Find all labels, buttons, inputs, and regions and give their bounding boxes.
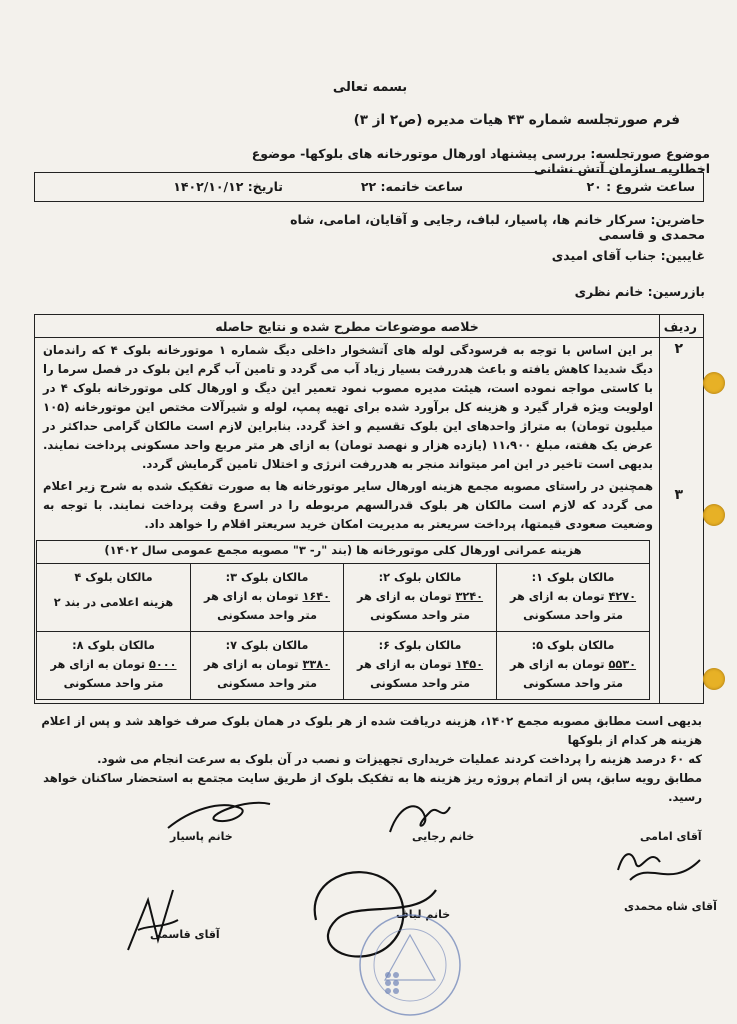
block-unit-tail: متر واحد مسکونی (523, 609, 623, 622)
block-cost-cell (343, 632, 496, 700)
block-owner: مالکان بلوک ۷: (225, 638, 309, 652)
cost-grid (37, 563, 649, 699)
block-cost-cell (496, 564, 649, 632)
block-amount: ۳۳۸۰ (302, 657, 331, 671)
block-unit-tail: متر واحد مسکونی (217, 676, 317, 690)
basmala: بسمه تعالی (332, 80, 408, 95)
binder-hole (703, 504, 725, 526)
block-cost-cell (37, 564, 190, 632)
present-members: حاضرین: سرکار خانم ها، پاسیار، لباف، رجایی و آقایان، امامی، شاه محمدی و قاسمی (290, 212, 705, 242)
block-amount: ۵۰۰۰ (148, 657, 177, 671)
block-amount: ۱۶۴۰ (302, 590, 331, 603)
signature-label-shahmohammadi: آقای شاه محمدی (624, 900, 717, 913)
closing-note-line: مطابق رویه سابق، پس از اتمام پروژه ریز هزینه ها به تفکیک بلوک از طریق سایت مجتمع به استحضار ساکنان خواهد رسید. (43, 771, 702, 804)
block-owner: مالکان بلوک ۴ (74, 571, 153, 584)
inspectors: بازرسین: خانم نظری (574, 284, 705, 299)
signature-label-emami: آقای امامی (640, 830, 702, 843)
row-number: ۳ (674, 487, 683, 503)
block-unit: تومان به ازای هر (203, 590, 299, 603)
block-unit-tail: متر واحد مسکونی (370, 676, 470, 690)
closing-note-line: که ۶۰ درصد هزینه را پرداخت کردند عملیات خریداری تجهیزات و نصب در آن بلوک به سرعت انجام می شود. (97, 752, 702, 766)
page-title: فرم صورتجلسه شماره ۴۳ هیات مدیره (ص۲ از ۳) (353, 112, 680, 128)
cost-table-title: هزینه عمرانی اورهال کلی موتورخانه ها (بند "ر- ۳" مصوبه مجمع عمومی سال ۱۴۰۲) (104, 543, 582, 557)
block-unit-tail: متر واحد مسکونی (217, 609, 317, 622)
meeting-date: تاریخ: ۱۴۰۲/۱۰/۱۲ (173, 179, 283, 194)
column-divider (659, 315, 660, 703)
block-unit: تومان به ازای هر (50, 657, 146, 671)
binder-hole (703, 668, 725, 690)
block-unit: تومان به ازای هر (203, 657, 299, 671)
block-owner: مالکان بلوک ۲: (378, 571, 462, 584)
signature-label-pasyar: خانم پاسیار (170, 830, 233, 843)
block-unit: تومان به ازای هر (356, 590, 452, 603)
block-unit: هزینه اعلامی در بند ۲ (53, 596, 174, 609)
block-owner: مالکان بلوک ۱: (531, 571, 615, 584)
signature-label-labaf: خانم لباف (396, 908, 451, 921)
block-amount: ۴۲۷۰ (608, 590, 637, 603)
signature-rajaei (380, 792, 460, 842)
closing-note-line: بدیهی است مطابق مصوبه مجمع ۱۴۰۲، هزینه دریافت شده از هر بلوک در همان بلوک صرف خواهد شد و پس از اعلام هزینه هر کدام از بلوکها (41, 714, 702, 747)
closing-notes (38, 712, 702, 807)
signature-pasyar (160, 790, 280, 840)
block-amount: ۵۵۳۰ (608, 657, 637, 671)
block-owner: مالکان بلوک ۶: (378, 638, 462, 652)
signature-label-rajaei: خانم رجایی (412, 830, 475, 843)
board-seal-stamp (340, 905, 480, 1020)
row-number-header: ردیف (663, 319, 697, 334)
block-owner: مالکان بلوک ۸: (72, 638, 155, 652)
block-cost-cell (496, 632, 649, 700)
block-unit-tail: متر واحد مسکونی (523, 676, 623, 690)
header-divider (35, 337, 703, 338)
signature-shahmohammadi (620, 840, 710, 900)
block-unit-tail: متر واحد مسکونی (63, 676, 164, 690)
block-unit-tail: متر واحد مسکونی (370, 609, 470, 622)
block-cost-cell (343, 564, 496, 632)
start-time: ساعت شروع : ۲۰ (586, 179, 695, 194)
block-unit: تومان به ازای هر (356, 657, 452, 671)
binder-hole (703, 372, 725, 394)
block-owner: مالکان بلوک ۵: (531, 638, 615, 652)
row-number: ۲ (674, 341, 683, 357)
block-unit: تومان به ازای هر (509, 657, 605, 671)
session-time-box (34, 172, 704, 202)
absent-members: غایبین: جناب آقای امیدی (551, 248, 705, 263)
block-cost-cell (37, 632, 190, 700)
row-text: بر این اساس با توجه به فرسودگی لوله های آتشخوار داخلی دیگ شماره ۱ موتورخانه بلوک ۴ که راندمان دیگ شدیدا کاهش یافته و باعث هدررفت بسیار زیاد آب می گردد و تامین آب گرم این بلوک در فصل سرما را با کاستی مواجه نموده است، هیئت مدیره مصوب نمود تعمیر این دیگ و اورهال کلی موتورخانه بلوک ۴ در اولویت ویژه قرار گیرد و هزینه کل برآورد شده برای تهیه پمپ، لوله و شیرآلات مختص این موتورخانه (۱۰۵ میلیون تومان) به متراژ واحدهای این بلوک تقسیم و اخذ گردد. بنابراین لازم است مالکان گرامی حداکثر در عرض یک هفته، مبلغ ۱۱،۹۰۰ (یازده هزار و نهصد تومان) به ازای هر متر مربع واحد مسکونی پرداخت نمایند. بدیهی است تاخیر در این امر میتواند منجر به هدررفت انرژی و اختلال تامین گرمایش گردد. (43, 343, 653, 471)
end-time: ساعت خاتمه: ۲۲ (360, 179, 463, 194)
signature-ghasemi (118, 880, 188, 960)
meeting-subject: موضوع صورتجلسه: بررسی پیشنهاد اورهال موتورخانه های بلوکها- موضوع اخطاریه سازمان آتش نشانی (251, 146, 710, 176)
block-cost-cell (190, 564, 343, 632)
block-amount: ۱۴۵۰ (455, 657, 484, 671)
row-text: همچنین در راستای مصوبه مجمع هزینه اورهال سایر موتورخانه ها به صورت تفکیک شده به شرح زیر اعلام می گردد که لازم است مالکان هر بلوک قدرالسهم مربوطه را در اسرع وقت پرداخت نمایند. با توجه به وضعیت صعودی قیمتها، پرداخت سریعتر به مدیریت امکان خرید سریعتر اقلام را خواهد داد. (43, 479, 653, 531)
overhaul-cost-table (36, 540, 650, 700)
block-cost-cell (190, 632, 343, 700)
block-owner: مالکان بلوک ۳: (225, 571, 309, 584)
signature-label-ghasemi: آقای قاسمی (150, 928, 220, 941)
block-unit: تومان به ازای هر (509, 590, 605, 603)
summary-header: خلاصه موضوعات مطرح شده و نتایج حاصله (215, 319, 479, 334)
block-amount: ۳۲۴۰ (455, 590, 484, 603)
